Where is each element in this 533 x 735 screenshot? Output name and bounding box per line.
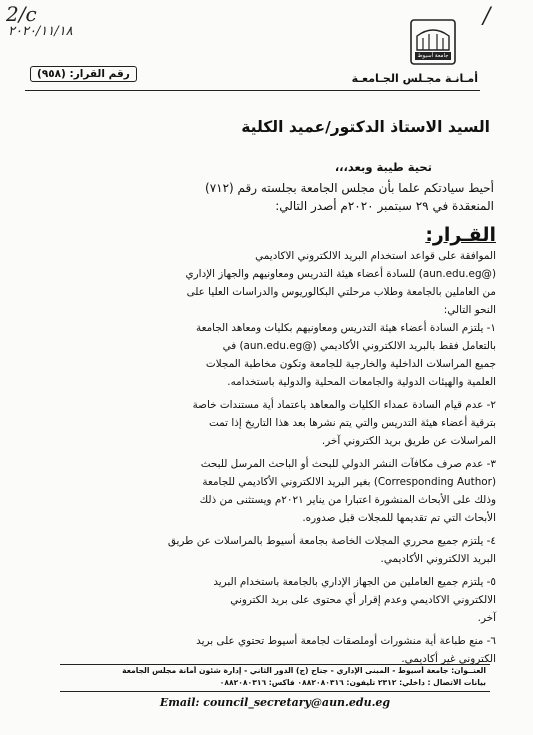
- rule-item-1: [30, 322, 496, 389]
- intro-line-2: المنعقدة في ٢٩ سبتمبر ٢٠٢٠م أصدر التالي:: [275, 199, 494, 213]
- rule-line: جميع المراسلات الداخلية والخارجية للجامعة وتكون مخاطبة المجلات: [205, 358, 496, 370]
- approval-paragraph: [30, 250, 496, 317]
- intro-line-1: أحيط سيادتكم علما بأن مجلس الجامعة بجلسته رقم (٧١٢): [205, 181, 494, 195]
- rule-line: ٥- يلتزم جميع العاملين من الجهاز الإداري بالجامعة باستخدام البريد: [213, 576, 496, 588]
- rule-line: الأبحاث التي تم تقديمها للمجلات قبل صدوره.: [302, 512, 496, 524]
- rule-line: بالتعامل فقط بالبريد الالكتروني الأكاديمي (@aun.edu.eg) في: [222, 340, 496, 352]
- office-name: أمـانـة مجـلس الجـامعـة: [351, 72, 478, 85]
- footer-address: العنــوان: جامعة أسيوط - المبنى الإداري - جناح (ج) الدور الثاني - إدارة شئون أمانة مجلس الجامعة: [122, 666, 486, 675]
- rule-line: آخر.: [477, 612, 496, 624]
- rule-line: الالكتروني الاكاديمي وعدم إقرار أي محتوى على بريد الكتروني: [230, 594, 496, 606]
- rule-line: المراسلات عن طريق بريد الكتروني آخر.: [321, 435, 496, 447]
- rule-line: وذلك على الأبحاث المنشورة اعتبارا من يناير ٢٠٢١م ويستثنى من ذلك: [199, 494, 496, 506]
- decision-number: رقم القرار: (٩٥٨): [30, 66, 137, 82]
- addressee: السيد الاستاذ الدكتور/عميد الكلية: [241, 118, 490, 136]
- rule-line: ٢- عدم قيام السادة عمداء الكليات والمعاهد باعتماد أية مستندات خاصة: [192, 399, 496, 411]
- approval-line: من العاملين بالجامعة وطلاب مرحلتي البكالوريوس والدراسات العليا على: [186, 286, 496, 298]
- rule-item-3: [30, 458, 496, 525]
- rule-line: ١- يلتزم السادة أعضاء هيئة التدريس ومعاونيهم بكليات ومعاهد الجامعة: [196, 322, 496, 334]
- rule-line: (Corresponding Author) بغير البريد الالكتروني الأكاديمي للجامعة: [202, 476, 496, 488]
- rule-line: بترقية أعضاء هيئة التدريس والتي يتم نشرها بعد هذا التاريخ إذا تمت: [208, 417, 496, 429]
- university-logo: [405, 18, 461, 66]
- approval-line: الموافقة على قواعد استخدام البريد الالكتروني الاكاديمي: [255, 250, 496, 262]
- rule-line: البريد الالكتروني الأكاديمي.: [380, 553, 496, 565]
- handwritten-date: ٢٠٢٠/١١/١٨: [8, 24, 73, 39]
- approval-line: النحو التالي:: [443, 304, 496, 316]
- header-divider: [25, 90, 480, 91]
- rule-line: الكتروني غير أكاديمي.: [401, 653, 496, 665]
- rule-item-5: [30, 576, 496, 625]
- handwritten-initials: 2/c: [6, 2, 37, 26]
- greeting: تحية طيبة وبعد،،،: [334, 160, 432, 174]
- decision-number-box: [30, 66, 137, 82]
- rules-list: [30, 322, 496, 666]
- rule-line: ٣- عدم صرف مكافآت النشر الدولي للبحث أو الباحث المرسل للبحث: [200, 458, 496, 470]
- handwritten-mark: /: [483, 4, 491, 29]
- rule-line: العلمية والهيئات الدولية والجامعات المحلية والدولية باستخدامه.: [227, 376, 496, 388]
- rule-item-2: [30, 399, 496, 448]
- rule-line: ٤- يلتزم جميع محرري المجلات الخاصة بجامعة أسيوط بالمراسلات عن طريق: [167, 535, 496, 547]
- decision-heading: القـرار:: [425, 224, 496, 246]
- logo-text: جامعة أسيوط: [417, 53, 449, 59]
- footer-email[interactable]: Email: council_secretary@aun.edu.eg: [159, 696, 391, 709]
- rule-line: ٦- منع طباعة أية منشورات أوملصقات لجامعة أسيوط تحتوي على بريد: [196, 635, 496, 647]
- rule-item-6: [30, 635, 496, 666]
- footer-box: [60, 664, 490, 692]
- approval-line: (@aun.edu.eg) للسادة أعضاء هيئة التدريس ومعاونيهم والجهاز الإداري: [185, 268, 496, 280]
- footer-contact: بيانات الاتصال : داخلي: ٢٣١٢ تليفون: ٠٨٨٢٠٨٠٣١٦ فاكس: ٠٨٨٢٠٨٠٣١٦: [219, 678, 486, 687]
- rule-item-4: [30, 535, 496, 566]
